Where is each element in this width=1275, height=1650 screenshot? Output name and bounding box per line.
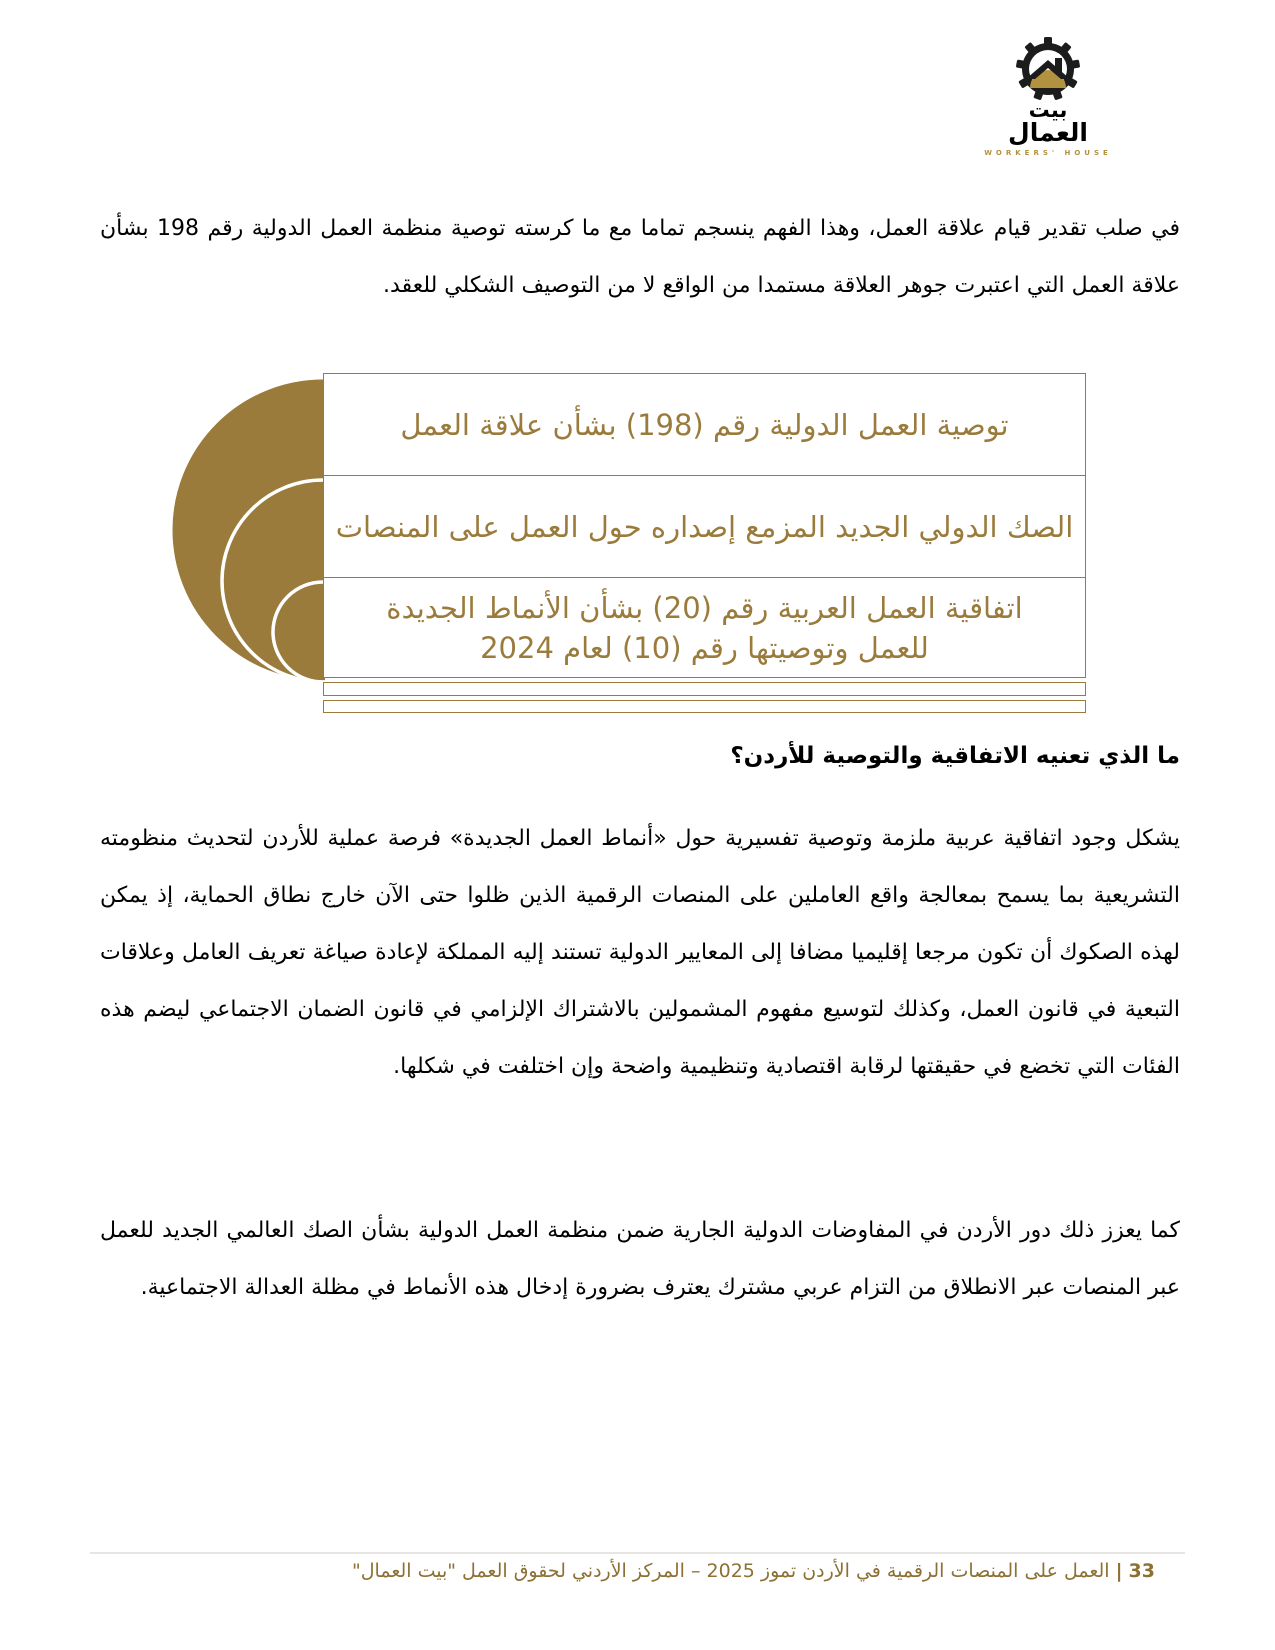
paragraph-intro: في صلب تقدير قيام علاقة العمل، وهذا الفهم ينسجم تماما مع ما كرسته توصية منظمة العمل الدولية رقم 198 بشأن علاقة العمل التي اعتبرت جوهر العلاقة مستمدا من الواقع لا من التوصيف الشكلي للعقد. xyxy=(100,216,1180,298)
paragraph-jordan-role: كما يعزز ذلك دور الأردن في المفاوضات الدولية الجارية ضمن منظمة العمل الدولية بشأن الصك العالمي الجديد للعمل عبر المنصات عبر الانطلاق من التزام عربي مشترك يعترف بضرورة إدخال هذه الأنماط في مظلة العدالة الاجتماعية. xyxy=(100,1218,1180,1300)
page-number: 33 xyxy=(1128,1560,1155,1582)
footer-title: العمل على المنصات الرقمية في الأردن تموز 2025 – المركز الأردني لحقوق العمل "بيت العمال" xyxy=(352,1560,1110,1582)
workers-house-gear-icon xyxy=(1009,36,1087,102)
diagram-empty-band-2 xyxy=(323,700,1086,713)
instruments-radial-diagram xyxy=(155,360,1090,720)
diagram-row-new-international-instrument: الصك الدولي الجديد المزمع إصداره حول العمل على المنصات xyxy=(323,475,1086,578)
footer-divider: | xyxy=(1115,1560,1123,1582)
radial-circles-decoration xyxy=(155,365,325,700)
paragraph-opportunity: يشكل وجود اتفاقية عربية ملزمة وتوصية تفسيرية حول «أنماط العمل الجديدة» فرصة عملية للأردن لتحديث منظومته التشريعية بما يسمح بمعالجة واقع العاملين على المنصات الرقمية الذين ظلوا حتى الآن خارج نطاق الحماية، إذ يمكن لهذه الصكوك أن تكون مرجعا إقليميا مضافا إلى المعايير الدولية تستند إليه المملكة لإعادة صياغة تعريف العامل وعلاقات التبعية في قانون العمل، وكذلك لتوسيع مفهوم المشمولين بالاشتراك الإلزامي في قانون الضمان الاجتماعي ليضم هذه الفئات التي تخضع في حقيقتها لرقابة اقتصادية وتنظيمية واضحة وإن اختلفت في شكلها. xyxy=(100,826,1180,1079)
logo-subtitle: WORKERS' HOUSE xyxy=(984,149,1112,157)
footer-separator-line xyxy=(90,1552,1185,1554)
diagram-row-arab-convention-20: اتفاقية العمل العربية رقم (20) بشأن الأنماط الجديدة للعمل وتوصيتها رقم (10) لعام 2024 xyxy=(323,577,1086,678)
logo-title-line1: بيت xyxy=(1028,98,1068,122)
diagram-row-recommendation-198: توصية العمل الدولية رقم (198) بشأن علاقة العمل xyxy=(323,373,1086,476)
section-heading: ما الذي تعنيه الاتفاقية والتوصية للأردن؟ xyxy=(730,743,1180,770)
page-footer xyxy=(100,1560,1155,1582)
logo-title-line2: العمال xyxy=(1008,118,1088,147)
diagram-empty-band-1 xyxy=(323,682,1086,696)
workers-house-logo xyxy=(984,36,1112,157)
